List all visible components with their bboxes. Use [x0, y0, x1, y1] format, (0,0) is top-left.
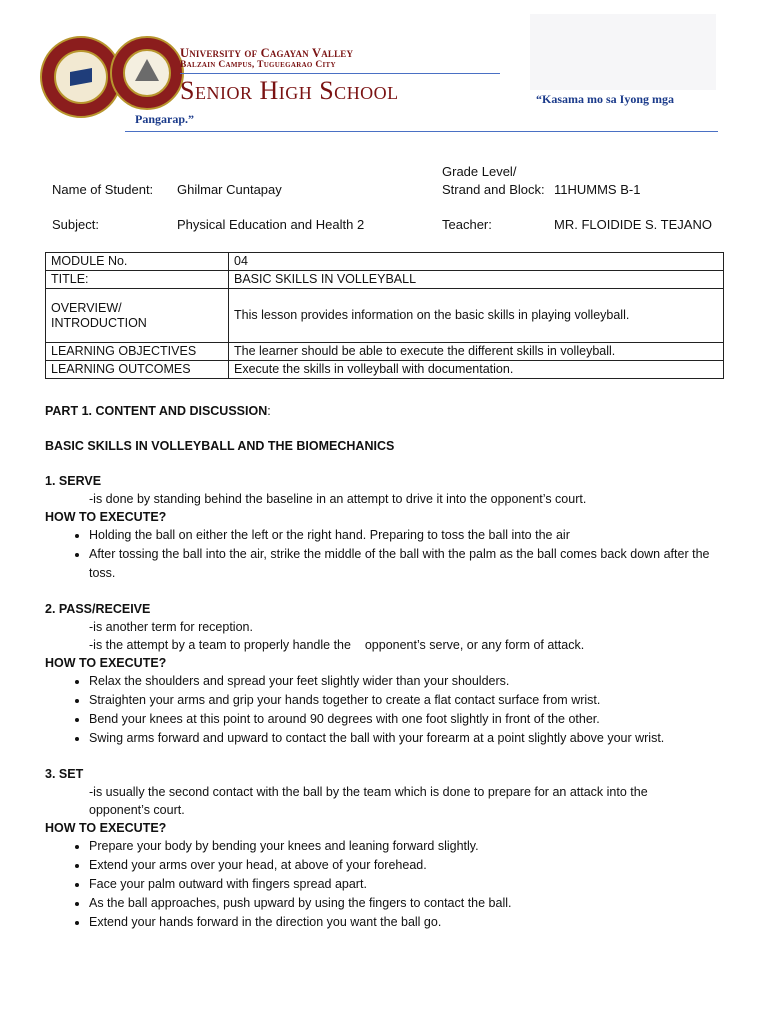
set-title: 3. SET: [45, 767, 84, 781]
module-number-value: 04: [229, 253, 724, 271]
list-item: • As the ball approaches, push upward by using the fingers to contact the ball.: [89, 894, 725, 913]
section-heading: BASIC SKILLS IN VOLLEYBALL AND THE BIOMECHANICS: [45, 439, 395, 453]
table-row: [46, 253, 724, 271]
grade-value: 11HUMMS B-1: [554, 182, 641, 197]
title-value: BASIC SKILLS IN VOLLEYBALL: [229, 271, 724, 289]
list-item: • Bend your knees at this point to around 90 degrees with one foot slightly in front of the other.: [89, 710, 725, 729]
header-watermark-area: [530, 14, 716, 90]
list-item: • After tossing the ball into the air, strike the middle of the ball with the palm as the ball comes back down after the toss.: [89, 545, 725, 583]
pass-steps: [45, 672, 725, 748]
subject-value: Physical Education and Health 2: [177, 217, 365, 232]
header-divider-top: [180, 73, 500, 74]
title-label: TITLE:: [46, 271, 229, 289]
list-item: • Extend your arms over your head, at above of your forehead.: [89, 856, 725, 875]
university-name: University of Cagayan Valley: [180, 46, 354, 60]
objectives-value: The learner should be able to execute the different skills in volleyball.: [229, 343, 724, 361]
name-label: Name of Student:: [52, 182, 154, 197]
book-icon: [70, 68, 92, 86]
subject-label: Subject:: [52, 217, 99, 232]
teacher-label: Teacher:: [442, 217, 492, 232]
overview-label: OVERVIEW/ INTRODUCTION: [46, 289, 229, 343]
table-row: [46, 289, 724, 343]
set-steps: [45, 837, 725, 932]
pass-desc-1: -is another term for reception.: [89, 620, 253, 634]
outcomes-label: LEARNING OUTCOMES: [46, 361, 229, 379]
lesson-content: [45, 402, 725, 932]
overview-value: This lesson provides information on the basic skills in playing volleyball.: [229, 289, 724, 343]
pass-how-to: HOW TO EXECUTE?: [45, 656, 167, 670]
list-item: • Face your palm outward with fingers spread apart.: [89, 875, 725, 894]
grade-label-line1: Grade Level/: [442, 164, 517, 179]
table-row: [46, 343, 724, 361]
tagline-line-2: Pangarap.”: [135, 112, 195, 126]
set-how-to: HOW TO EXECUTE?: [45, 821, 167, 835]
objectives-label: LEARNING OBJECTIVES: [46, 343, 229, 361]
grade-label-line2: Strand and Block:: [442, 182, 545, 197]
list-item: • Relax the shoulders and spread your feet slightly wider than your shoulders.: [89, 672, 725, 691]
table-row: [46, 361, 724, 379]
teacher-value: MR. FLOIDIDE S. TEJANO: [554, 217, 712, 232]
set-desc: -is usually the second contact with the ball by the team which is done to prepare for an attack into the opponent’s court.: [89, 785, 648, 817]
list-item: • Prepare your body by bending your knees and leaning forward slightly.: [89, 837, 725, 856]
part-heading-line: [45, 402, 725, 420]
serve-steps: [45, 526, 725, 583]
serve-how-to: HOW TO EXECUTE?: [45, 510, 167, 524]
table-row: [46, 271, 724, 289]
pass-title: 2. PASS/RECEIVE: [45, 602, 151, 616]
list-item: • Straighten your arms and grip your hands together to create a flat contact surface from wrist.: [89, 691, 725, 710]
serve-title: 1. SERVE: [45, 474, 102, 488]
pass-desc-2: -is the attempt by a team to properly handle the opponent’s serve, or any form of attack.: [89, 638, 585, 652]
header-divider-bottom: [125, 131, 718, 132]
part-heading: PART 1. CONTENT AND DISCUSSION: [45, 404, 268, 418]
tagline-line-1: “Kasama mo sa Iyong mga: [536, 92, 675, 106]
part-heading-colon: :: [267, 404, 271, 418]
list-item: • Swing arms forward and upward to contact the ball with your forearm at a point slightly above your wrist.: [89, 729, 725, 748]
module-info-table: [45, 252, 724, 379]
list-item: • Holding the ball on either the left or the right hand. Preparing to toss the ball into the air: [89, 526, 725, 545]
outcomes-value: Execute the skills in volleyball with documentation.: [229, 361, 724, 379]
school-seal-logo: [110, 36, 184, 110]
pyramid-icon: [135, 59, 159, 81]
module-number-label: MODULE No.: [46, 253, 229, 271]
campus-name: Balzain Campus, Tuguegarao City: [180, 60, 336, 70]
serve-desc: -is done by standing behind the baseline in an attempt to drive it into the opponent’s court.: [89, 492, 587, 506]
name-value: Ghilmar Cuntapay: [177, 182, 282, 197]
school-title: Senior High School: [180, 76, 399, 105]
list-item: • Extend your hands forward in the direction you want the ball go.: [89, 913, 725, 932]
